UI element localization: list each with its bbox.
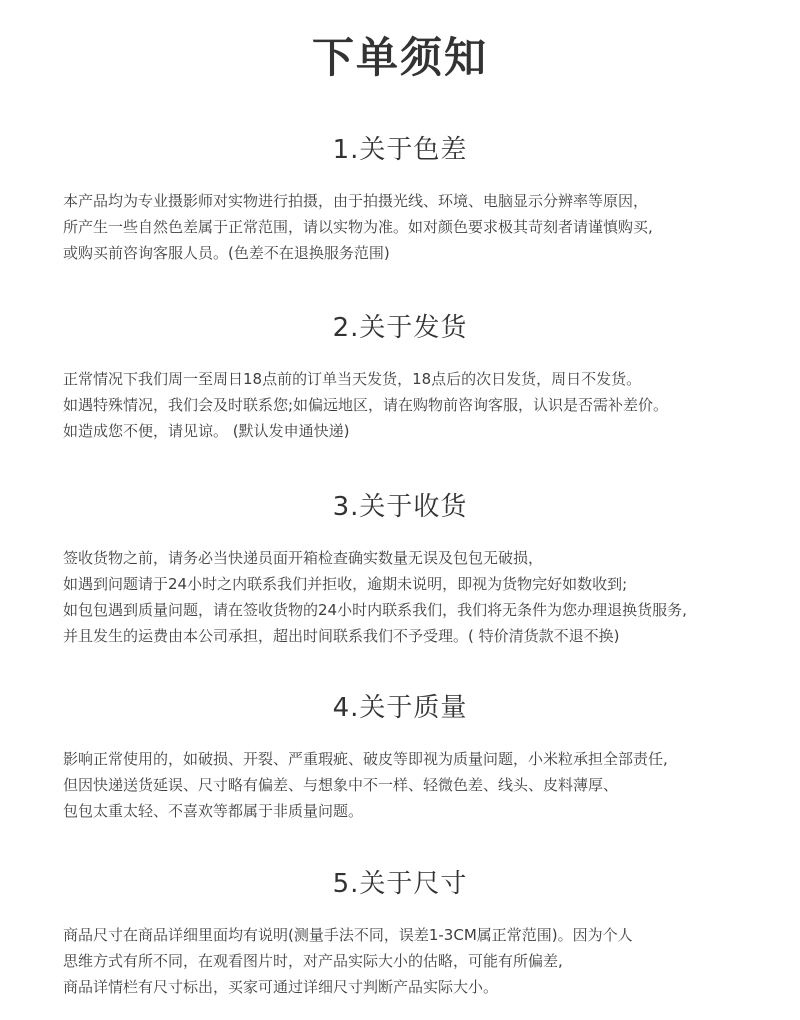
paragraph-line: 如遇到问题请于24小时之内联系我们并拒收，逾期未说明，即视为货物完好如数收到; [63,575,628,593]
section-heading-quality: 4.关于质量 [332,693,468,723]
section-body-shipping [63,366,793,444]
section-heading-color-difference: 1.关于色差 [332,135,468,165]
paragraph-line: 影响正常使用的，如破损、开裂、严重瑕疵、破皮等即视为质量问题，小米粒承担全部责任, [63,750,668,768]
paragraph-line: 所产生一些自然色差属于正常范围，请以实物为准。如对颜色要求极其苛刻者请谨慎购买, [63,218,653,236]
section-heading-receiving: 3.关于收货 [332,492,468,522]
paragraph-line: 但因快递送货延误、尺寸略有偏差、与想象中不一样、轻微色差、线头、皮料薄厚、 [63,776,619,794]
paragraph-line: 思维方式有所不同，在观看图片时，对产品实际大小的估略，可能有所偏差, [63,952,563,970]
paragraph-line: 包包太重太轻、不喜欢等都属于非质量问题。 [63,802,364,820]
paragraph-line: 或购买前咨询客服人员。(色差不在退换服务范围) [63,244,390,262]
section-body-quality [63,746,793,824]
paragraph-line: 如遇特殊情况，我们会及时联系您;如偏远地区，请在购物前咨询客服，认识是否需补差价。 [63,396,669,414]
section-body-receiving [63,545,793,649]
section-body-color-difference [63,188,793,266]
paragraph-line: 商品详情栏有尺寸标出，买家可通过详细尺寸判断产品实际大小。 [63,978,499,996]
paragraph-line: 本产品均为专业摄影师对实物进行拍摄，由于拍摄光线、环境、电脑显示分辨率等原因， [63,192,649,210]
paragraph-line: 签收货物之前，请务必当快递员面开箱检查确实数量无误及包包无破损， [63,549,544,567]
paragraph-line: 商品尺寸在商品详细里面均有说明(测量手法不同，误差1-3CM属正常范围)。因为个人 [63,926,633,944]
section-body-size [63,922,793,1000]
page-title: 下单须知 [311,33,488,82]
paragraph-line: 正常情况下我们周一至周日18点前的订单当天发货，18点后的次日发货，周日不发货。 [63,370,642,388]
paragraph-line: 如包包遇到质量问题，请在签收货物的24小时内联系我们，我们将无条件为您办理退换货服务, [63,601,687,619]
section-heading-size: 5.关于尺寸 [332,869,468,899]
section-heading-shipping: 2.关于发货 [332,313,468,343]
paragraph-line: 并且发生的运费由本公司承担，超出时间联系我们不予受理。( 特价清货款不退不换) [63,627,620,645]
paragraph-line: 如造成您不便，请见谅。 (默认发申通快递) [63,422,350,440]
